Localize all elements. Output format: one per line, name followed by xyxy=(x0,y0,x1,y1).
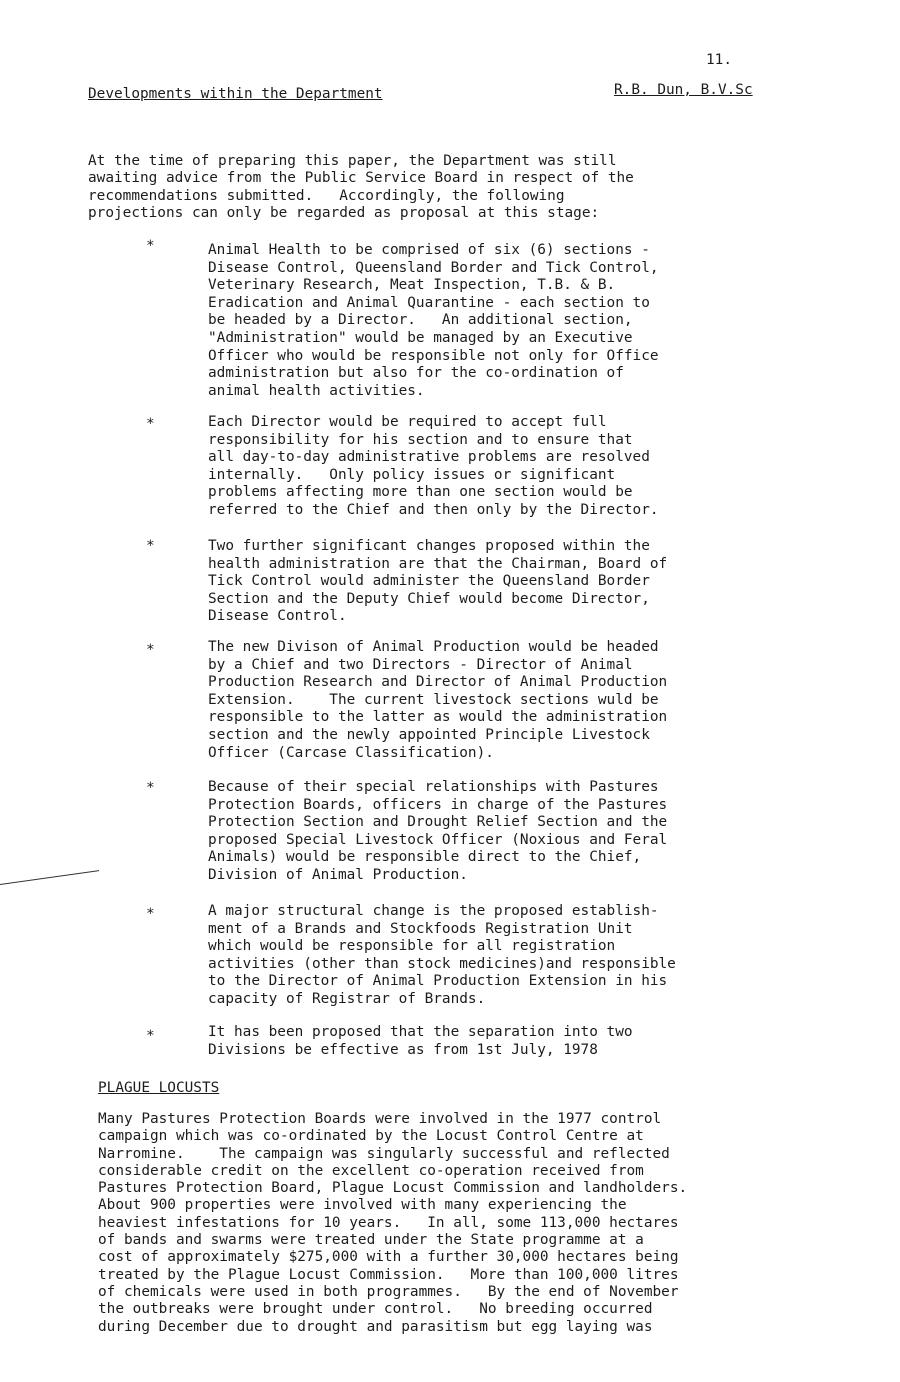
document-title: Developments within the Department xyxy=(88,86,383,102)
bullet-item-separation-date: It has been proposed that the separation into two Divisions be effective as from 1st July, 1978 xyxy=(208,1024,633,1058)
bullet-marker: * xyxy=(146,906,155,922)
bullet-item-brands-registration: A major structural change is the proposed establish- ment of a Brands and Stockfoods Registration Unit which would be responsible for all registration activities (other than stock medicines)and responsible to the Director of Animal Production Extension in his capacity of Registrar of Brands. xyxy=(208,903,676,1007)
bullet-item-animal-health: Animal Health to be comprised of six (6) sections - Disease Control, Queensland Border and Tick Control, Veterinary Research, Meat Inspection, T.B. & B. Eradication and Animal Quarantine - each section to be headed by a Director. An additional section, "Administration" would be managed by an Executive Officer who would be responsible not only for Office administration but also for the co-ordination of animal health activities. xyxy=(208,242,659,399)
bullet-marker: * xyxy=(146,238,155,254)
plague-locusts-paragraph: Many Pastures Protection Boards were involved in the 1977 control campaign which was co-ordinated by the Locust Control Centre at Narromine. The campaign was singularly successful and reflected considerable credit on the excellent co-operation received from Pastures Protection Board, Plague Locust Commission and landholders. About 900 properties were involved with many experiencing the heaviest infestations for 10 years. In all, some 113,000 hectares of bands and swarms were treated under the State programme at a cost of approximately $275,000 with a further 30,000 hectares being treated by the Plague Locust Commission. More than 100,000 litres of chemicals were used in both programmes. By the end of November the outbreaks were brought under control. No breeding occurred during December due to drought and parasitism but egg laying was xyxy=(98,1111,688,1335)
stray-pen-mark xyxy=(0,870,99,885)
section-heading-plague-locusts: PLAGUE LOCUSTS xyxy=(98,1080,220,1096)
bullet-marker: * xyxy=(146,1028,155,1044)
bullet-item-animal-production: The new Divison of Animal Production would be headed by a Chief and two Directors - Director of Animal Production Research and Director of Animal Production Extension. The current livestock sections wuld be responsible to the latter as would the administration section and the newly appointed Principle Livestock Officer (Carcase Classification). xyxy=(208,639,668,761)
page-number: 11. xyxy=(706,52,732,68)
bullet-marker: * xyxy=(146,780,155,796)
bullet-marker: * xyxy=(146,642,155,658)
intro-paragraph: At the time of preparing this paper, the Department was still awaiting advice from the Public Service Board in respect of the recommendations submitted. Accordingly, the following projections can only be regarded as proposal at this stage: xyxy=(88,153,634,222)
bullet-item-pastures-protection: Because of their special relationships with Pastures Protection Boards, officers in charge of the Pastures Protection Section and Drought Relief Section and the proposed Special Livestock Officer (Noxious and Feral Animals) would be responsible direct to the Chief, Division of Animal Production. xyxy=(208,779,668,883)
author-credit: R.B. Dun, B.V.Sc xyxy=(614,82,753,98)
bullet-marker: * xyxy=(146,416,155,432)
bullet-item-health-administration: Two further significant changes proposed within the health administration are that the Chairman, Board of Tick Control would administer the Queensland Border Section and the Deputy Chief would become Director, Disease Control. xyxy=(208,538,668,625)
bullet-item-director-responsibility: Each Director would be required to accept full responsibility for his section and to ensure that all day-to-day administrative problems are resolved internally. Only policy issues or significant problems affecting more than one section would be referred to the Chief and then only by the Director. xyxy=(208,414,659,518)
bullet-marker: * xyxy=(146,538,155,554)
